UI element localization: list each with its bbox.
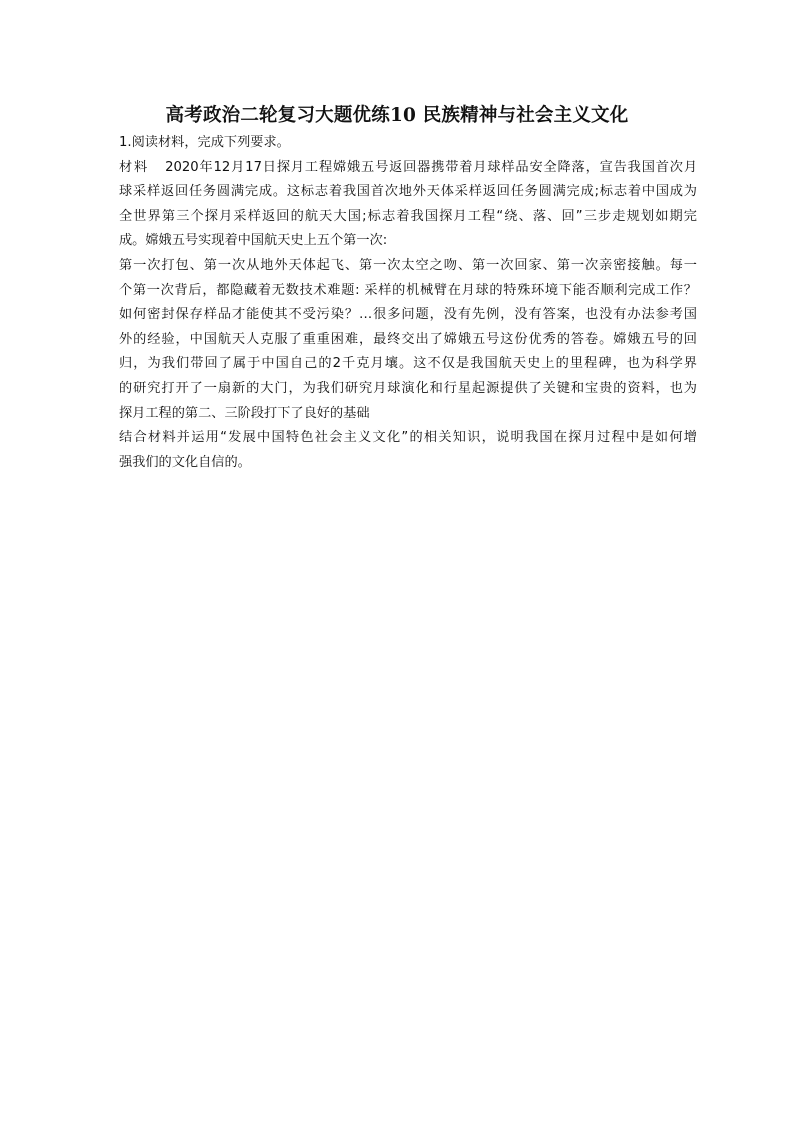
question-intro: 1.阅读材料，完成下列要求。 bbox=[119, 135, 290, 150]
material-line-4: 成。嫦娥五号实现着中国航天史上五个第一次: bbox=[119, 233, 388, 249]
question-line-1: 结合材料并运用“发展中国特色社会主义文化”的相关知识，说明我国在探月过程中是如何增 bbox=[119, 430, 697, 446]
paragraph-line-2: 个第一次背后，都隐藏着无数技术难题: 采样的机械臂在月球的特殊环境下能否顺利完成工作？ bbox=[119, 282, 697, 298]
document-body bbox=[119, 131, 697, 475]
paragraph-line-1: 第一次打包、第一次从地外天体起飞、第一次太空之吻、第一次回家、第一次亲密接触。每一 bbox=[119, 257, 697, 273]
paragraph-line-3: 如何密封保存样品才能使其不受污染？…很多问题，没有先例，没有答案，也没有办法参考国 bbox=[119, 307, 697, 323]
material-line-1 bbox=[119, 156, 697, 181]
material-label: 材料 bbox=[119, 159, 150, 175]
page-title: 高考政治二轮复习大题优练10 民族精神与社会主义文化 bbox=[165, 105, 629, 126]
paragraph-line-4: 外的经验，中国航天人克服了重重困难，最终交出了嫦娥五号这份优秀的答卷。嫦娥五号的回 bbox=[119, 331, 697, 347]
material-line-2: 球采样返回任务圆满完成。这标志着我国首次地外天体采样返回任务圆满完成;标志着中国成为 bbox=[119, 184, 697, 200]
paragraph-line-5: 归，为我们带回了属于中国自己的2千克月壤。这不仅是我国航天史上的里程碑，也为科学界 bbox=[119, 356, 697, 372]
paragraph-line-6: 的研究打开了一扇新的大门，为我们研究月球演化和行星起源提供了关键和宝贵的资料，也为 bbox=[119, 380, 697, 396]
paragraph-line-7: 探月工程的第二、三阶段打下了良好的基础 bbox=[119, 405, 370, 421]
material-text-1: 2020年12月17日探月工程嫦娥五号返回器携带着月球样品安全降落，宣告我国首次月 bbox=[165, 159, 698, 175]
material-line-3: 全世界第三个探月采样返回的航天大国;标志着我国探月工程“绕、落、回”三步走规划如期完 bbox=[119, 208, 697, 224]
question-line-2: 强我们的文化自信的。 bbox=[119, 454, 251, 470]
